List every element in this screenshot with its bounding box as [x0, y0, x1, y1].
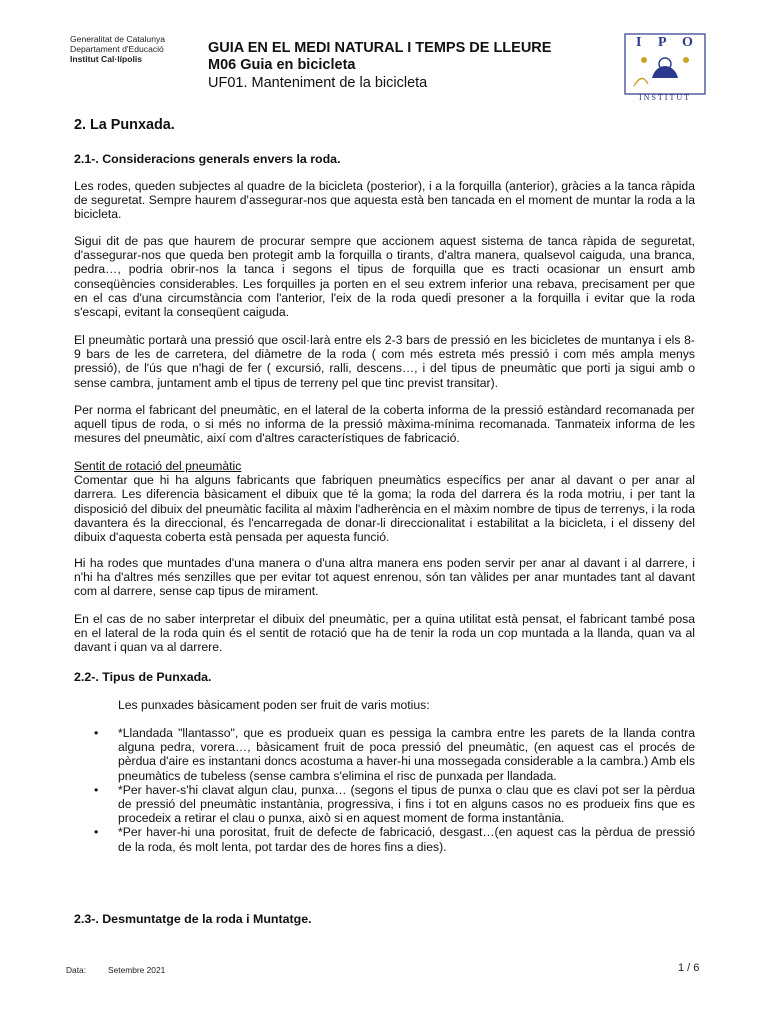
- causes-list: [94, 726, 695, 854]
- paragraph: Sigui dit de pas que haurem de procurar sempre que accionem aquest sistema de tanca ràpida de seguretat, d'assegurar-nos que queda ben protegit amb la forquilla o tirants, d'altra manera, qualsevol caiguda, una branca, pedra…, podria obrir-nos la tanca i segons el tipus de forquilla que es tracti ocasionar un ensurt amb conseqüències considerables. Les forquilles ja porten en el seu extrem inferior una rebava, precisament per que en el cas d'una circumstància com l'anterior, l'eix de la roda quedi presoner a la forquilla i evitar que la roda s'escapi, evitant la conseqüent caiguda.: [74, 234, 695, 320]
- logo-text: INSTITUT: [639, 93, 691, 102]
- list-item: [94, 783, 695, 826]
- institut-logo: [622, 24, 708, 102]
- footer-date-value: Setembre 2021: [108, 965, 166, 975]
- page-number: 1 / 6: [678, 962, 700, 974]
- paragraph: El pneumàtic portarà una pressió que oscil·larà entre els 2-3 bars de pressió en les bicicletes de muntanya i els 8-9 bars de les de carretera, del diàmetre de la roda ( com més estreta més pressió i com més ampla menys pressió), de l'ús que n'hagi de fer ( excursió, ralli, descens…, i del tipus de pneumàtic que porti ja sigui amb o sense cambra, juntament amb el tipus de terreny pel que tinc previst transitar).: [74, 333, 695, 390]
- subsection-2-1-heading: 2.1-. Consideracions generals envers la roda.: [74, 152, 341, 166]
- list-item: [94, 726, 695, 783]
- rotation-section: [74, 459, 695, 544]
- paragraph: Per norma el fabricant del pneumàtic, en el lateral de la coberta informa de la pressió estàndard recomanada per aquell tipus de roda, o si més no informa de la pressió màxima-mínima recomanada. Tanmateix informa de les mesures del pneumàtic, així com d'altres característiques de fabricació.: [74, 403, 695, 446]
- unit-title: UF01. Manteniment de la bicicleta: [208, 75, 428, 91]
- paragraph: En el cas de no saber interpretar el dibuix del pneumàtic, per a quina utilitat està pensat, el fabricant també posa en el lateral de la roda quin és el sentit de rotació que ha de tenir la roda un cop muntada a la llanda, quan va al davant i quan va al darrere.: [74, 612, 695, 655]
- bullet-icon: •: [94, 726, 99, 740]
- logo-letter-2: P: [658, 35, 667, 50]
- paragraph: Les rodes, queden subjectes al quadre de la bicicleta (posterior), i a la forquilla (anterior), gràcies a la tanca ràpida de seguretat. Sempre haurem d'assegurar-nos que aquesta està ben tancada en el moment de muntar la roda a la bicicleta.: [74, 179, 695, 222]
- paragraph: Comentar que hi ha alguns fabricants que fabriquen pneumàtics específics per anar al davant o per anar al darrera. Les diferencia bàsicament el dibuix que té la goma; la roda del darrera és la roda motriu, i per tant la disposició del dibuix del pneumàtic facilita al màxim l'adherència en el màxim nombre de tipus de terrenys, i la roda davantera és la direccional, és l'encarregada de donar-li direccionalitat i estabilitat a la bicicleta, i el disseny del dibuix d'aquesta coberta està pensada per aquesta funció.: [74, 473, 695, 545]
- doc-title: GUIA EN EL MEDI NATURAL I TEMPS DE LLEURE: [208, 40, 552, 56]
- institution-line-2: Departament d'Educació: [70, 44, 164, 54]
- institution-line-3: Institut Cal·lípolis: [70, 54, 143, 64]
- module-title: M06 Guia en bicicleta: [208, 57, 356, 73]
- section-title: 2. La Punxada.: [74, 117, 175, 133]
- causes-intro: Les punxades bàsicament poden ser fruit de varis motius:: [118, 698, 430, 712]
- institution-block: [70, 34, 165, 64]
- list-item-text: *Per haver-s'hi clavat algun clau, punxa… (segons el tipus de punxa o clau que es clavi pot ser la pèrdua de pressió del pneumàtic instantània, progressiva, i fins i tot en alguns casos no es produeix fins que es procedeix a retirar el clau o punxa, això si en aquest moment de forma instantània.: [118, 782, 695, 826]
- list-item-text: *Per haver-hi una porositat, fruit de defecte de fabricació, desgast…(en aquest cas la pèrdua de pressió de la roda, és molt lenta, pot tardar des de hores fins a dies).: [118, 825, 695, 854]
- subsection-2-3-heading: 2.3-. Desmuntatge de la roda i Muntatge.: [74, 912, 312, 926]
- bullet-icon: •: [94, 825, 99, 840]
- bullet-icon: •: [94, 782, 99, 797]
- logo-letter-3: O: [682, 35, 693, 50]
- list-item: [94, 825, 695, 853]
- rotation-subtitle: Sentit de rotació del pneumàtic: [74, 459, 242, 473]
- footer-date-label: Data:: [66, 965, 87, 975]
- list-item-text: *Llandada "llantasso", que es produeix quan es pessiga la cambra entre les parets de la llanda contra alguna pedra, vorera…, bàsicament fruit de poca pressió del pneumàtic, (en aquest cas el procés de pèrdua d'aire es instantani doncs acostuma a haver-hi una mossegada considerable a la cambra.) Amb els pneumàtics de tubeless (sense cambra s'elimina el risc de punxada per llandada.: [118, 726, 695, 783]
- institution-line-1: Generalitat de Catalunya: [70, 34, 166, 44]
- logo-letter-1: I: [636, 35, 642, 50]
- subsection-2-2-heading: 2.2-. Tipus de Punxada.: [74, 670, 212, 684]
- paragraph: Hi ha rodes que muntades d'una manera o d'una altra manera ens poden servir per anar al davant i al darrere, i n'hi ha d'altres més senzilles que per evitar tot aquest enrenou, són tan vàlides per anar muntades tant al davant com al darrere, sense cap tipus de mirament.: [74, 556, 695, 599]
